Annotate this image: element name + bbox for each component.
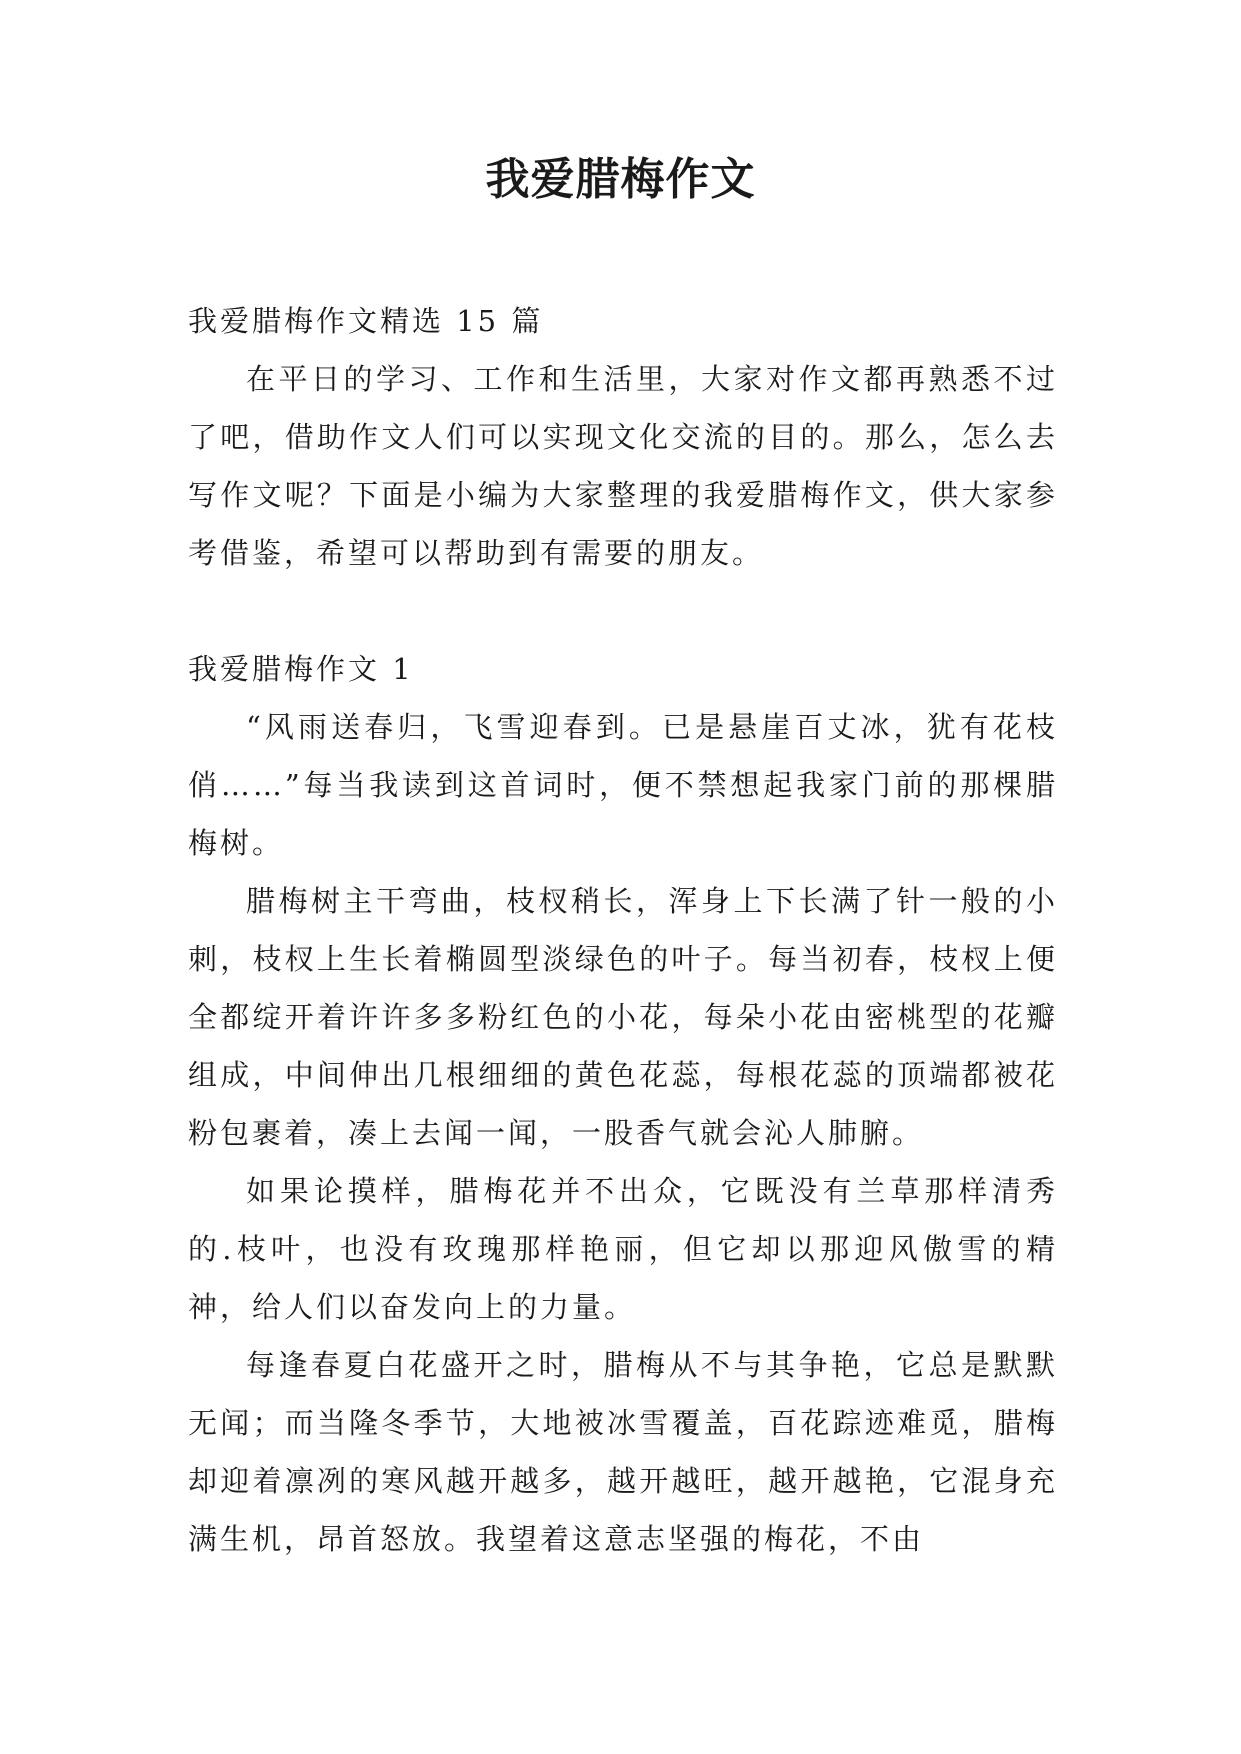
body-paragraph: 腊梅树主干弯曲，枝杈稍长，浑身上下长满了针一般的小刺，枝杈上生长着椭圆型淡绿色的叶子。每当初春，枝杈上便全都绽开着许许多多粉红色的小花，每朵小花由密桃型的花瓣组成，中间伸出几根细细的黄色花蕊，每根花蕊的顶端都被花粉包裹着，凑上去闻一闻，一股香气就会沁人肺腑。	[188, 884, 1058, 1150]
collection-subtitle: 我爱腊梅作文精选 15 篇	[188, 304, 544, 338]
intro-paragraph: 在平日的学习、工作和生活里，大家对作文都再熟悉不过了吧，借助作文人们可以实现文化交流的目的。那么，怎么去写作文呢？下面是小编为大家整理的我爱腊梅作文，供大家参考借鉴，希望可以帮助到有需要的朋友。	[188, 362, 1058, 570]
document-title: 我爱腊梅作文	[485, 154, 756, 205]
section-spacer	[188, 582, 1058, 640]
body-paragraph: 每逢春夏白花盛开之时，腊梅从不与其争艳，它总是默默无闻；而当隆冬季节，大地被冰雪覆盖，百花踪迹难觅，腊梅却迎着凛冽的寒风越开越多，越开越旺，越开越艳，它混身充满生机，昂首怒放。我望着这意志坚强的梅花，不由	[188, 1348, 1058, 1556]
section-heading: 我爱腊梅作文 1	[188, 652, 414, 686]
body-paragraph: 如果论摸样，腊梅花并不出众，它既没有兰草那样清秀的.枝叶，也没有玫瑰那样艳丽，但它却以那迎风傲雪的精神，给人们以奋发向上的力量。	[188, 1174, 1058, 1324]
document-body	[188, 292, 1058, 1568]
body-paragraph: “风雨送春归，飞雪迎春到。已是悬崖百丈冰，犹有花枝俏……”每当我读到这首词时，便不禁想起我家门前的那棵腊梅树。	[188, 710, 1058, 860]
